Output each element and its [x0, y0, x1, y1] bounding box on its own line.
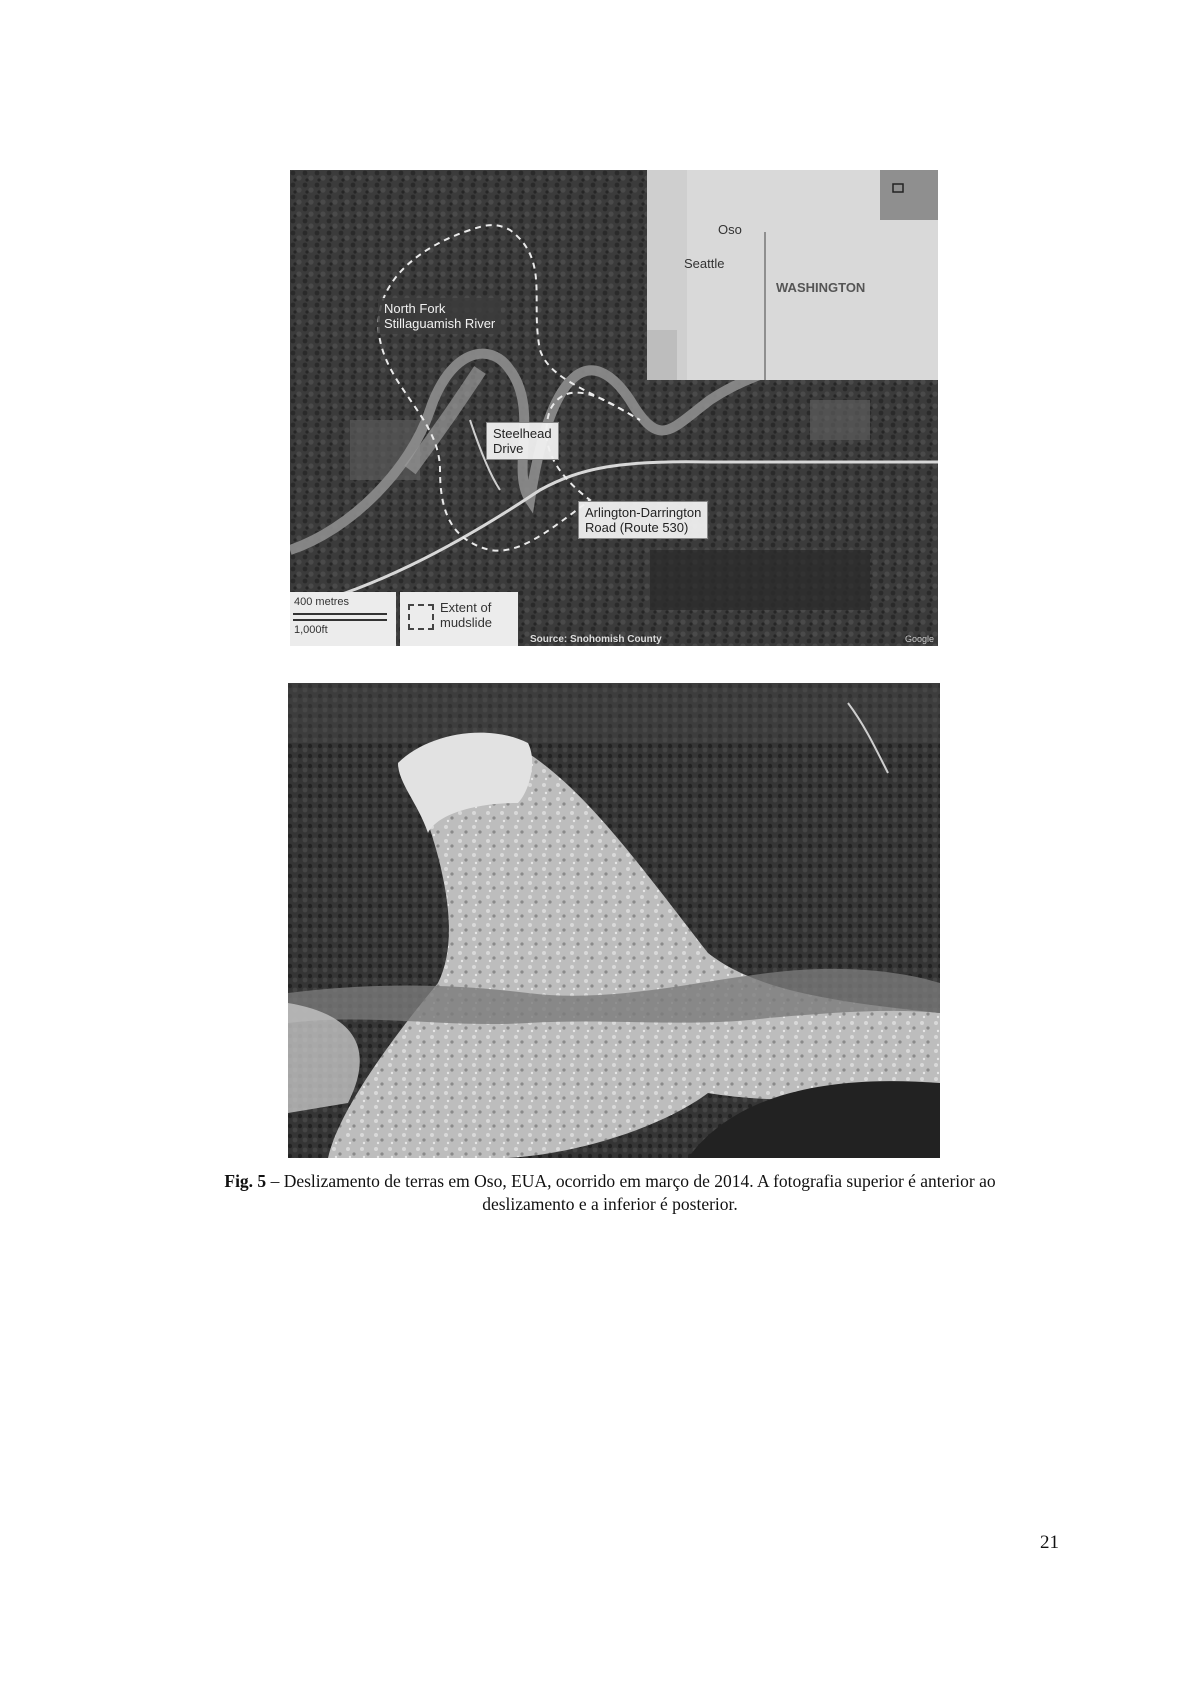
aerial-map-image: [290, 170, 938, 646]
route-530-label: Arlington-Darrington Road (Route 530): [578, 501, 708, 539]
figure-before-map: [290, 170, 938, 646]
oso-label: Oso: [718, 222, 742, 237]
map-source: Source: Snohomish County: [530, 634, 662, 645]
figure-caption-label: Fig. 5: [224, 1171, 267, 1191]
steelhead-drive-label: Steelhead Drive: [486, 422, 559, 460]
scale-feet-label: 1,000ft: [294, 624, 328, 636]
page-number: 21: [1040, 1532, 1059, 1553]
scale-bar: [290, 592, 396, 646]
scale-metres-label: 400 metres: [294, 596, 350, 608]
figure-after-photo: [288, 683, 940, 1158]
google-attribution: Google: [904, 634, 934, 644]
aerial-photo-image: [288, 683, 940, 1158]
river-label: North Fork Stillaguamish River: [378, 298, 501, 334]
washington-label: WASHINGTON: [776, 280, 866, 295]
figure-caption: [220, 1170, 1000, 1216]
mudslide-extent-swatch: [408, 604, 434, 630]
map-legend: [400, 592, 518, 646]
figure-caption-text: – Deslizamento de terras em Oso, EUA, ocorrido em março de 2014. A fotografia superior é anterior ao deslizamento e a inferior é posterior.: [266, 1171, 996, 1214]
legend-label: Extent of mudslide: [440, 600, 493, 630]
scale-line: [293, 613, 387, 615]
scale-line: [293, 619, 387, 621]
seattle-label: Seattle: [684, 256, 725, 271]
